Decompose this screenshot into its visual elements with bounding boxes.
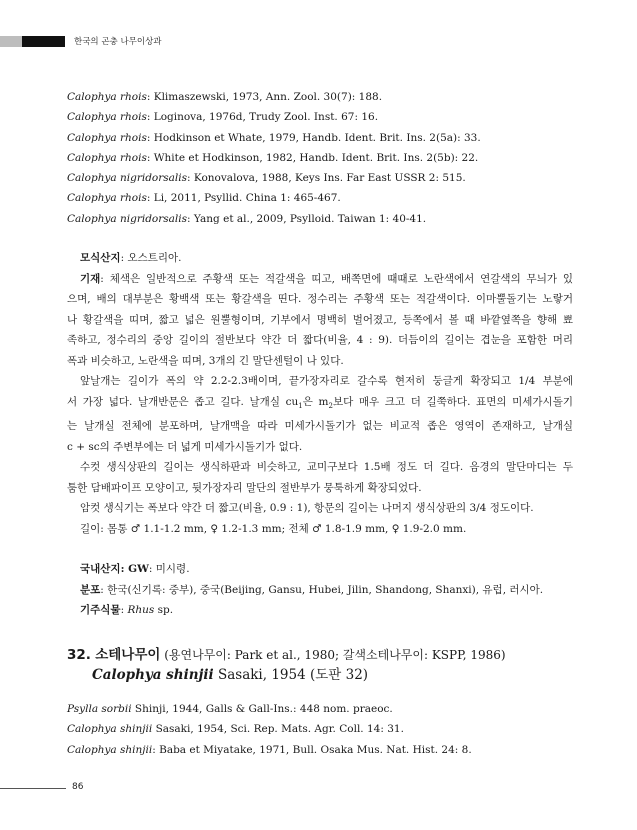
type-locality: 모식산지: 오스트리아. (80, 252, 182, 264)
reference-item: Calophya nigridorsalis: Yang et al., 2009, Psylloid. Taiwan 1: 40-41. (67, 212, 427, 225)
species-heading-line2: Calophya shinjii Sasaki, 1954 (도판 32) (92, 667, 369, 683)
host-plant: 기주식물: Rhus sp. (80, 604, 174, 617)
reference-item: Calophya nigridorsalis: Konovalova, 1988, Keys Ins. Far East USSR 2: 515. (67, 172, 466, 185)
synonymy-list-2 (67, 699, 587, 760)
running-header: 한국의 곤충 나무이상과 (74, 37, 162, 47)
korean-distribution: 국내산지: GW: 미시령. (80, 563, 190, 576)
description-line: 는 날개실 전체에 분포하며, 날개맥을 따라 미세가시돌기가 없는 비교적 좁은 영역이 존재하고, 날개실 (67, 420, 573, 433)
reference-item: Calophya rhois: Li, 2011, Psyllid. China 1: 465-467. (67, 192, 341, 205)
reference-item: Calophya shinjii Sasaki, 1954, Sci. Rep. Mats. Agr. Coll. 14: 31. (67, 723, 404, 736)
reference-item: Calophya shinjii: Baba et Miyatake, 1971, Bull. Osaka Mus. Nat. Hist. 24: 8. (67, 743, 472, 756)
species-description (67, 248, 573, 621)
header-bar-gray (0, 36, 22, 47)
description-line: 으며, 배의 대부분은 황백색 또는 황갈색을 띤다. 정수리는 주황색 또는 적갈색이다. 이마뿔돌기는 노랗거 (67, 293, 573, 305)
distribution: 분포: 한국(신기록: 중부), 중국(Beijing, Gansu, Hubei, Jilin, Shandong, Shanxi), 유럽, 러시아. (80, 583, 544, 596)
reference-item: Calophya rhois: White et Hodkinson, 1982, Handb. Ident. Brit. Ins. 2(5b): 22. (67, 151, 479, 164)
synonymy-list (67, 87, 587, 229)
description-line: 기재: 체색은 일반적으로 주황색 또는 적갈색을 띠고, 배쪽면에 때때로 노란색에서 연갈색의 무늬가 있 (80, 272, 573, 285)
description-line: 툼한 담배파이프 모양이고, 뒷가장자리 말단의 절반부가 뭉툭하게 확장되었다. (67, 481, 422, 494)
header-bar-black (22, 36, 65, 47)
reference-item: Calophya rhois: Hodkinson et Whate, 1979, Handb. Ident. Brit. Ins. 2(5a): 33. (67, 131, 481, 144)
reference-item: Calophya rhois: Klimaszewski, 1973, Ann. Zool. 30(7): 188. (67, 91, 383, 103)
description-line: c + sc의 주변부에는 더 넓게 미세가시돌기가 없다. (67, 440, 303, 453)
description-line: 수컷 생식상판의 길이는 생식하판과 비슷하고, 교미구보다 1.5배 정도 더 길다. 음경의 말단마디는 두 (80, 461, 573, 474)
reference-item: Calophya rhois: Loginova, 1976d, Trudy Zool. Inst. 67: 16. (67, 111, 379, 124)
species-heading (67, 645, 587, 685)
description-line: 암컷 생식기는 폭보다 약간 더 짧고(비율, 0.9 : 1), 항문의 길이는 나머지 생식상판의 3/4 정도이다. (80, 502, 534, 515)
footer-rule (0, 788, 66, 789)
reference-item: Psylla sorbii Shinji, 1944, Galls & Gall-Ins.: 448 nom. praeoc. (67, 703, 393, 715)
measurements-line: 길이: 몸통 ♂ 1.1-1.2 mm, ♀ 1.2-1.3 mm; 전체 ♂ 1.8-1.9 mm, ♀ 1.9-2.0 mm. (80, 522, 467, 535)
description-line: 족하고, 정수리의 중앙 길이의 절반보다 약간 더 짧다(비율, 4 : 9). 더듬이의 길이는 겹눈을 포함한 머리 (67, 334, 573, 346)
description-line: 서 가장 넓다. 날개반문은 좁고 길다. 날개실 $cu_1$은 $m_2$보다 매우 크고 더 길쭉하다. 표면의 미세가시돌기 (67, 395, 573, 410)
page-number: 86 (72, 782, 84, 792)
description-line: 앞날개는 길이가 폭의 약 2.2-2.3배이며, 끝가장자리로 갈수록 현저히 둥글게 확장되고 1/4 부분에 (80, 375, 573, 387)
description-line: 나 황갈색을 띠며, 짧고 넓은 원뿔형이며, 기부에서 명백히 벌어졌고, 등쪽에서 볼 때 바깥옆쪽을 향해 뾰 (67, 313, 573, 326)
description-line: 폭과 비슷하고, 노란색을 띠며, 3개의 긴 말단센털이 나 있다. (67, 354, 344, 367)
species-heading-line1: 32. 소테나무이 (용연나무이: Park et al., 1980; 갈색소테나무이: KSPP, 1986) (67, 647, 506, 663)
